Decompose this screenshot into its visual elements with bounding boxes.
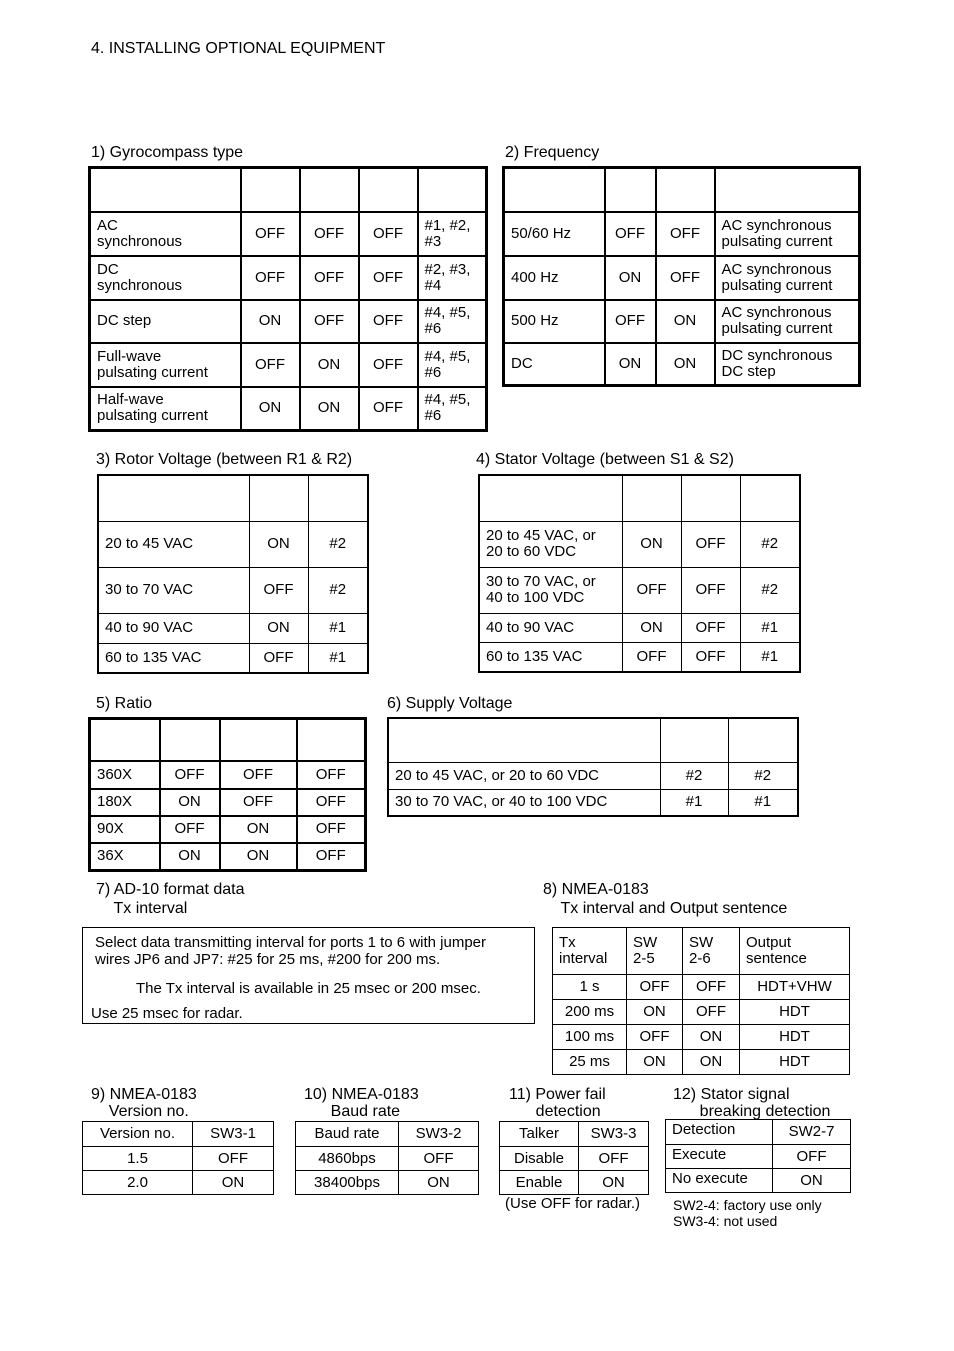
table-cell: #1: [728, 789, 798, 816]
table-cell: OFF: [773, 1145, 851, 1169]
table-row: [90, 343, 487, 387]
table-cell: 1 s: [553, 975, 627, 1000]
header-row: [296, 1122, 479, 1147]
frequency-table: [502, 166, 861, 387]
table-cell: ON: [605, 256, 656, 300]
table-cell: #1: [660, 789, 728, 816]
power-fail-table: [499, 1121, 649, 1195]
table-cell: 500 Hz: [504, 300, 605, 343]
table-cell: OFF: [359, 212, 418, 256]
table-cell: OFF: [297, 761, 366, 789]
table-cell: HDT: [740, 1050, 850, 1075]
table-cell: #2: [740, 521, 800, 567]
nmea-tx-table: [552, 927, 850, 1075]
header-cell: SW 2-5: [627, 928, 683, 975]
table-cell: 50/60 Hz: [504, 212, 605, 256]
table-cell: #1: [740, 642, 800, 672]
header-cell: SW3-3: [579, 1122, 649, 1147]
table-cell: AC synchronous pulsating current: [715, 300, 860, 343]
ad10-box: [82, 927, 535, 1024]
table-cell: #2: [728, 762, 798, 789]
table-cell: 360X: [90, 761, 160, 789]
table-cell: ON: [683, 1025, 740, 1050]
table-cell: 20 to 45 VAC, or 20 to 60 VDC: [388, 762, 660, 789]
table-cell: 60 to 135 VAC: [479, 642, 622, 672]
nmea-tx-title: 8) NMEA-0183 Tx interval and Output sentence: [543, 881, 788, 917]
table-cell: AC synchronous: [90, 212, 241, 256]
table-cell: OFF: [627, 1025, 683, 1050]
table-cell: ON: [622, 521, 681, 567]
table-cell: #1: [308, 643, 368, 673]
header-row: [90, 719, 366, 761]
table-cell: Full-wave pulsating current: [90, 343, 241, 387]
baud-table: [295, 1121, 479, 1195]
table-cell: #1: [740, 613, 800, 642]
header-cell: SW2-7: [773, 1120, 851, 1145]
ratio-table: [88, 717, 367, 872]
table-cell: HDT: [740, 1025, 850, 1050]
table-cell: ON: [160, 843, 220, 871]
table-cell: OFF: [622, 567, 681, 613]
supply-voltage-title: 6) Supply Voltage: [387, 695, 513, 712]
table-row: [479, 521, 800, 567]
table-row: [90, 843, 366, 871]
table-cell: 30 to 70 VAC, or 40 to 100 VDC: [388, 789, 660, 816]
breaking-table: [665, 1119, 851, 1193]
header-cell: SW3-2: [399, 1122, 479, 1147]
table-cell: 40 to 90 VAC: [479, 613, 622, 642]
table-cell: OFF: [681, 642, 740, 672]
table-cell: Enable: [500, 1171, 579, 1195]
table-cell: 36X: [90, 843, 160, 871]
header-cell: Talker: [500, 1122, 579, 1147]
table-cell: ON: [241, 300, 300, 343]
table-cell: OFF: [683, 975, 740, 1000]
table-cell: 4860bps: [296, 1147, 399, 1171]
table-cell: #1: [308, 613, 368, 643]
header-row: [504, 168, 860, 212]
ad10-title: 7) AD-10 format data Tx interval: [96, 881, 245, 917]
switch-note-1: SW2-4: factory use only: [673, 1197, 822, 1213]
table-cell: 20 to 45 VAC: [98, 521, 249, 567]
table-cell: DC step: [90, 300, 241, 343]
table-cell: 20 to 45 VAC, or 20 to 60 VDC: [479, 521, 622, 567]
table-row: [553, 1025, 850, 1050]
table-cell: OFF: [297, 816, 366, 843]
power-fail-note: (Use OFF for radar.): [505, 1195, 641, 1212]
gyrocompass-title: 1) Gyrocompass type: [91, 144, 244, 161]
table-cell: 60 to 135 VAC: [98, 643, 249, 673]
table-row: [388, 762, 798, 789]
table-cell: OFF: [605, 212, 656, 256]
table-row: [83, 1147, 274, 1171]
table-row: [90, 256, 487, 300]
table-cell: OFF: [249, 567, 308, 613]
table-row: [553, 1050, 850, 1075]
table-cell: OFF: [241, 212, 300, 256]
table-cell: OFF: [627, 975, 683, 1000]
header-cell: Output sentence: [740, 928, 850, 975]
table-cell: No execute: [666, 1169, 773, 1193]
table-cell: #2: [308, 567, 368, 613]
table-row: [666, 1169, 851, 1193]
table-cell: ON: [773, 1169, 851, 1193]
table-cell: ON: [605, 343, 656, 386]
header-cell: Baud rate: [296, 1122, 399, 1147]
table-cell: HDT: [740, 1000, 850, 1025]
table-cell: ON: [622, 613, 681, 642]
table-cell: OFF: [359, 343, 418, 387]
table-cell: ON: [656, 343, 715, 386]
table-cell: ON: [656, 300, 715, 343]
table-cell: OFF: [297, 843, 366, 871]
table-row: [296, 1147, 479, 1171]
table-row: [98, 613, 368, 643]
table-cell: DC: [504, 343, 605, 386]
table-cell: #2: [740, 567, 800, 613]
table-cell: OFF: [193, 1147, 274, 1171]
header-row: [83, 1122, 274, 1147]
table-cell: OFF: [683, 1000, 740, 1025]
power-fail-title: 11) Power fail detection: [509, 1086, 606, 1120]
table-cell: OFF: [160, 816, 220, 843]
table-cell: DC synchronous DC step: [715, 343, 860, 386]
table-cell: AC synchronous pulsating current: [715, 212, 860, 256]
table-cell: 400 Hz: [504, 256, 605, 300]
table-cell: OFF: [359, 256, 418, 300]
table-cell: OFF: [249, 643, 308, 673]
table-cell: OFF: [220, 789, 297, 816]
table-row: [479, 642, 800, 672]
table-cell: 30 to 70 VAC, or 40 to 100 VDC: [479, 567, 622, 613]
table-cell: OFF: [656, 256, 715, 300]
table-row: [83, 1171, 274, 1195]
breaking-title: 12) Stator signal breaking detection: [673, 1086, 831, 1120]
table-cell: OFF: [579, 1147, 649, 1171]
switch-note-2: SW3-4: not used: [673, 1213, 778, 1229]
table-cell: #4, #5, #6: [418, 387, 487, 431]
table-cell: 40 to 90 VAC: [98, 613, 249, 643]
table-row: [479, 613, 800, 642]
header-row: [90, 168, 487, 212]
table-row: [90, 789, 366, 816]
table-row: [504, 256, 860, 300]
ad10-instruction: Select data transmitting interval for ports 1 to 6 with jumper wires JP6 and JP7: #25 for 25 ms, #200 for 200 ms.: [95, 934, 487, 968]
table-cell: #1, #2, #3: [418, 212, 487, 256]
table-cell: OFF: [622, 642, 681, 672]
table-row: [388, 789, 798, 816]
table-row: [90, 761, 366, 789]
table-row: [296, 1171, 479, 1195]
stator-voltage-table: [478, 474, 801, 673]
rotor-voltage-title: 3) Rotor Voltage (between R1 & R2): [96, 451, 353, 468]
header-cell: SW 2-6: [683, 928, 740, 975]
table-row: [90, 816, 366, 843]
table-cell: 2.0: [83, 1171, 193, 1195]
table-row: [500, 1171, 649, 1195]
table-row: [98, 567, 368, 613]
table-cell: ON: [241, 387, 300, 431]
version-title: 9) NMEA-0183 Version no.: [91, 1086, 197, 1120]
table-cell: Disable: [500, 1147, 579, 1171]
table-cell: 30 to 70 VAC: [98, 567, 249, 613]
baud-title: 10) NMEA-0183 Baud rate: [304, 1086, 419, 1120]
table-cell: OFF: [241, 256, 300, 300]
table-cell: 1.5: [83, 1147, 193, 1171]
table-cell: OFF: [300, 256, 359, 300]
rotor-voltage-table: [97, 474, 369, 674]
header-row: [553, 928, 850, 975]
gyrocompass-table: [88, 166, 488, 432]
frequency-title: 2) Frequency: [505, 144, 600, 161]
table-cell: AC synchronous pulsating current: [715, 256, 860, 300]
header-row: [98, 475, 368, 521]
version-table: [82, 1121, 274, 1195]
stator-voltage-title: 4) Stator Voltage (between S1 & S2): [476, 451, 734, 468]
header-cell: Detection: [666, 1120, 773, 1145]
table-cell: #4, #5, #6: [418, 300, 487, 343]
table-cell: ON: [160, 789, 220, 816]
header-cell: Version no.: [83, 1122, 193, 1147]
table-row: [90, 212, 487, 256]
table-cell: OFF: [300, 212, 359, 256]
table-row: [90, 387, 487, 431]
table-row: [90, 300, 487, 343]
supply-voltage-table: [387, 717, 799, 817]
header-cell: Tx interval: [553, 928, 627, 975]
header-row: [479, 475, 800, 521]
table-cell: ON: [399, 1171, 479, 1195]
table-row: [479, 567, 800, 613]
table-cell: 38400bps: [296, 1171, 399, 1195]
table-cell: 25 ms: [553, 1050, 627, 1075]
table-cell: OFF: [241, 343, 300, 387]
table-cell: ON: [579, 1171, 649, 1195]
table-cell: ON: [220, 843, 297, 871]
table-cell: OFF: [681, 521, 740, 567]
table-cell: OFF: [297, 789, 366, 816]
table-cell: ON: [627, 1050, 683, 1075]
table-cell: ON: [300, 343, 359, 387]
table-cell: ON: [193, 1171, 274, 1195]
header-row: [500, 1122, 649, 1147]
table-cell: ON: [300, 387, 359, 431]
table-cell: #2, #3, #4: [418, 256, 487, 300]
table-row: [98, 643, 368, 673]
table-cell: OFF: [220, 761, 297, 789]
table-cell: OFF: [399, 1147, 479, 1171]
table-row: [504, 300, 860, 343]
table-cell: Half-wave pulsating current: [90, 387, 241, 431]
table-cell: #2: [308, 521, 368, 567]
table-cell: OFF: [605, 300, 656, 343]
table-cell: #4, #5, #6: [418, 343, 487, 387]
table-row: [666, 1145, 851, 1169]
ratio-title: 5) Ratio: [96, 695, 153, 712]
table-cell: OFF: [681, 567, 740, 613]
table-cell: ON: [683, 1050, 740, 1075]
table-cell: 90X: [90, 816, 160, 843]
table-cell: 100 ms: [553, 1025, 627, 1050]
ad10-radar-note: Use 25 msec for radar.: [91, 1005, 243, 1022]
table-cell: ON: [627, 1000, 683, 1025]
table-cell: OFF: [359, 387, 418, 431]
header-row: [388, 718, 798, 762]
table-cell: ON: [249, 521, 308, 567]
table-cell: OFF: [681, 613, 740, 642]
table-cell: ON: [249, 613, 308, 643]
table-cell: OFF: [300, 300, 359, 343]
table-cell: DC synchronous: [90, 256, 241, 300]
table-row: [98, 521, 368, 567]
table-cell: ON: [220, 816, 297, 843]
table-row: [504, 343, 860, 386]
table-row: [504, 212, 860, 256]
table-cell: #2: [660, 762, 728, 789]
page-header: 4. INSTALLING OPTIONAL EQUIPMENT: [91, 40, 386, 57]
header-row: [666, 1120, 851, 1145]
table-cell: OFF: [359, 300, 418, 343]
table-cell: 200 ms: [553, 1000, 627, 1025]
table-row: [500, 1147, 649, 1171]
table-row: [553, 975, 850, 1000]
table-cell: OFF: [160, 761, 220, 789]
header-cell: SW3-1: [193, 1122, 274, 1147]
table-cell: 180X: [90, 789, 160, 816]
table-cell: Execute: [666, 1145, 773, 1169]
table-cell: HDT+VHW: [740, 975, 850, 1000]
ad10-availability: The Tx interval is available in 25 msec or 200 msec.: [136, 980, 481, 997]
table-cell: OFF: [656, 212, 715, 256]
table-row: [553, 1000, 850, 1025]
